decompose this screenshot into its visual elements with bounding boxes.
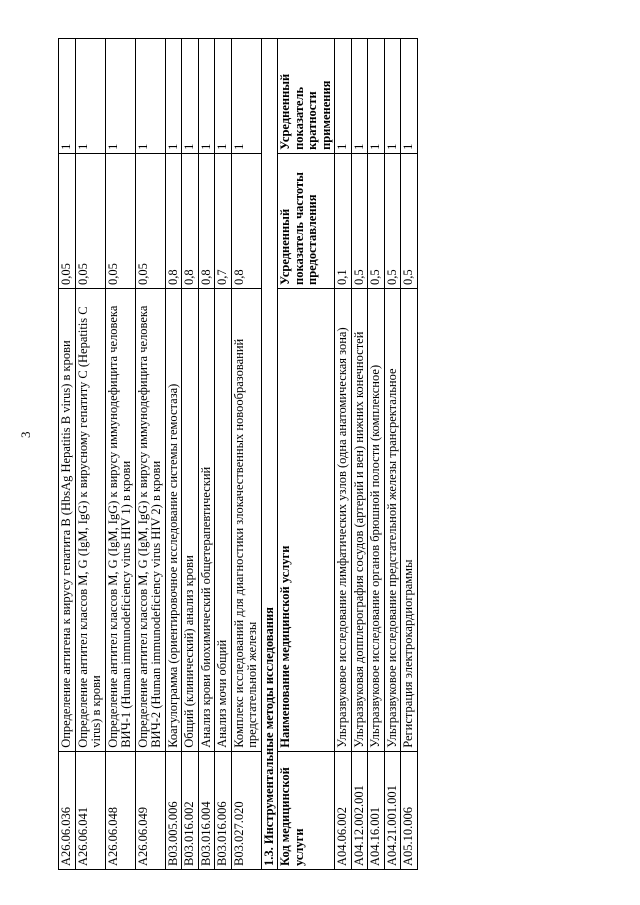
frequency-value: 0,1 [335, 153, 352, 288]
service-code: A04.21.001.001 [384, 751, 401, 869]
frequency-value: 0,05 [135, 153, 165, 288]
frequency-value: 0,5 [351, 153, 368, 288]
multiplicity-value: 1 [384, 39, 401, 154]
service-name: Анализ мочи общий [215, 289, 232, 752]
service-code: B03.016.004 [198, 751, 215, 869]
service-name: Регистрация электрокардиограммы [401, 289, 418, 752]
service-code: A04.12.002.001 [351, 751, 368, 869]
service-name: Общий (клинический) анализ крови [182, 289, 199, 752]
table-row [368, 39, 385, 870]
multiplicity-value: 1 [215, 39, 232, 154]
service-name: Определение антител классов M, G (IgM, IgG) к вирусу иммунодефицита человека ВИЧ-2 (Human immunodeficiency virus HIV 2) в крови [135, 289, 165, 752]
header-multiplicity: Усредненный показатель кратности применения [278, 39, 335, 154]
table-row [135, 39, 165, 870]
service-code: B03.027.020 [231, 751, 261, 869]
frequency-value: 0,8 [198, 153, 215, 288]
frequency-value: 0,05 [75, 153, 105, 288]
table-row [165, 39, 182, 870]
service-name: Комплекс исследований для диагностики злокачественных новообразований предстательной железы [231, 289, 261, 752]
frequency-value: 0,5 [368, 153, 385, 288]
header-name: Наименование медицинской услуги [278, 289, 335, 752]
section-title: 1.3. Инструментальные методы исследования [261, 39, 278, 870]
service-name: Ультразвуковое исследование лимфатических узлов (одна анатомическая зона) [335, 289, 352, 752]
table-row [231, 39, 261, 870]
table-row [105, 39, 135, 870]
service-name: Определение антител классов M, G (IgM, IgG) к вирусному гепатиту C (Hepatitis C virus) в крови [75, 289, 105, 752]
header-row [278, 39, 335, 870]
service-name: Анализ крови биохимический общетерапевтический [198, 289, 215, 752]
frequency-value: 0,8 [165, 153, 182, 288]
table-row [59, 39, 76, 870]
table-row [401, 39, 418, 870]
multiplicity-value: 1 [401, 39, 418, 154]
table-row [384, 39, 401, 870]
service-code: A26.06.049 [135, 751, 165, 869]
services-table [58, 38, 418, 870]
header-code: Код медицинской услуги [278, 751, 335, 869]
service-code: B03.016.006 [215, 751, 232, 869]
frequency-value: 0,5 [401, 153, 418, 288]
service-name: Определение антигена к вирусу гепатита B (HbsAg Hepatitis B virus) в крови [59, 289, 76, 752]
multiplicity-value: 1 [75, 39, 105, 154]
service-code: A04.16.001 [368, 751, 385, 869]
table-row [182, 39, 199, 870]
frequency-value: 0,05 [59, 153, 76, 288]
multiplicity-value: 1 [351, 39, 368, 154]
frequency-value: 0,8 [182, 153, 199, 288]
service-code: B03.005.006 [165, 751, 182, 869]
service-name: Ультразвуковое исследование органов брюшной полости (комплексное) [368, 289, 385, 752]
frequency-value: 0,7 [215, 153, 232, 288]
page-number: 3 [18, 431, 33, 438]
frequency-value: 0,05 [105, 153, 135, 288]
service-name: Ультразвуковое исследование предстательной железы трансректальное [384, 289, 401, 752]
table-row [335, 39, 352, 870]
service-name: Ультразвуковая допплерография сосудов (артерий и вен) нижних конечностей [351, 289, 368, 752]
multiplicity-value: 1 [59, 39, 76, 154]
service-code: A26.06.048 [105, 751, 135, 869]
table-row [215, 39, 232, 870]
multiplicity-value: 1 [368, 39, 385, 154]
multiplicity-value: 1 [335, 39, 352, 154]
service-code: A26.06.041 [75, 751, 105, 869]
service-code: A05.10.006 [401, 751, 418, 869]
service-code: B03.016.002 [182, 751, 199, 869]
section-title-row [261, 39, 278, 870]
instrumental-methods-body [261, 39, 417, 870]
table-row [351, 39, 368, 870]
lab-tests-body [59, 39, 262, 870]
table-row [75, 39, 105, 870]
service-name: Определение антител классов M, G (IgM, IgG) к вирусу иммунодефицита человека ВИЧ-1 (Human immunodeficiency virus HIV 1) в крови [105, 289, 135, 752]
service-code: A04.06.002 [335, 751, 352, 869]
multiplicity-value: 1 [231, 39, 261, 154]
header-frequency: Усредненный показатель частоты предоставления [278, 153, 335, 288]
rotated-table-container [58, 38, 418, 870]
service-code: A26.06.036 [59, 751, 76, 869]
frequency-value: 0,8 [231, 153, 261, 288]
multiplicity-value: 1 [105, 39, 135, 154]
table-row [198, 39, 215, 870]
multiplicity-value: 1 [198, 39, 215, 154]
service-name: Коагулограмма (ориентировочное исследование системы гемостаза) [165, 289, 182, 752]
multiplicity-value: 1 [182, 39, 199, 154]
multiplicity-value: 1 [165, 39, 182, 154]
frequency-value: 0,5 [384, 153, 401, 288]
multiplicity-value: 1 [135, 39, 165, 154]
